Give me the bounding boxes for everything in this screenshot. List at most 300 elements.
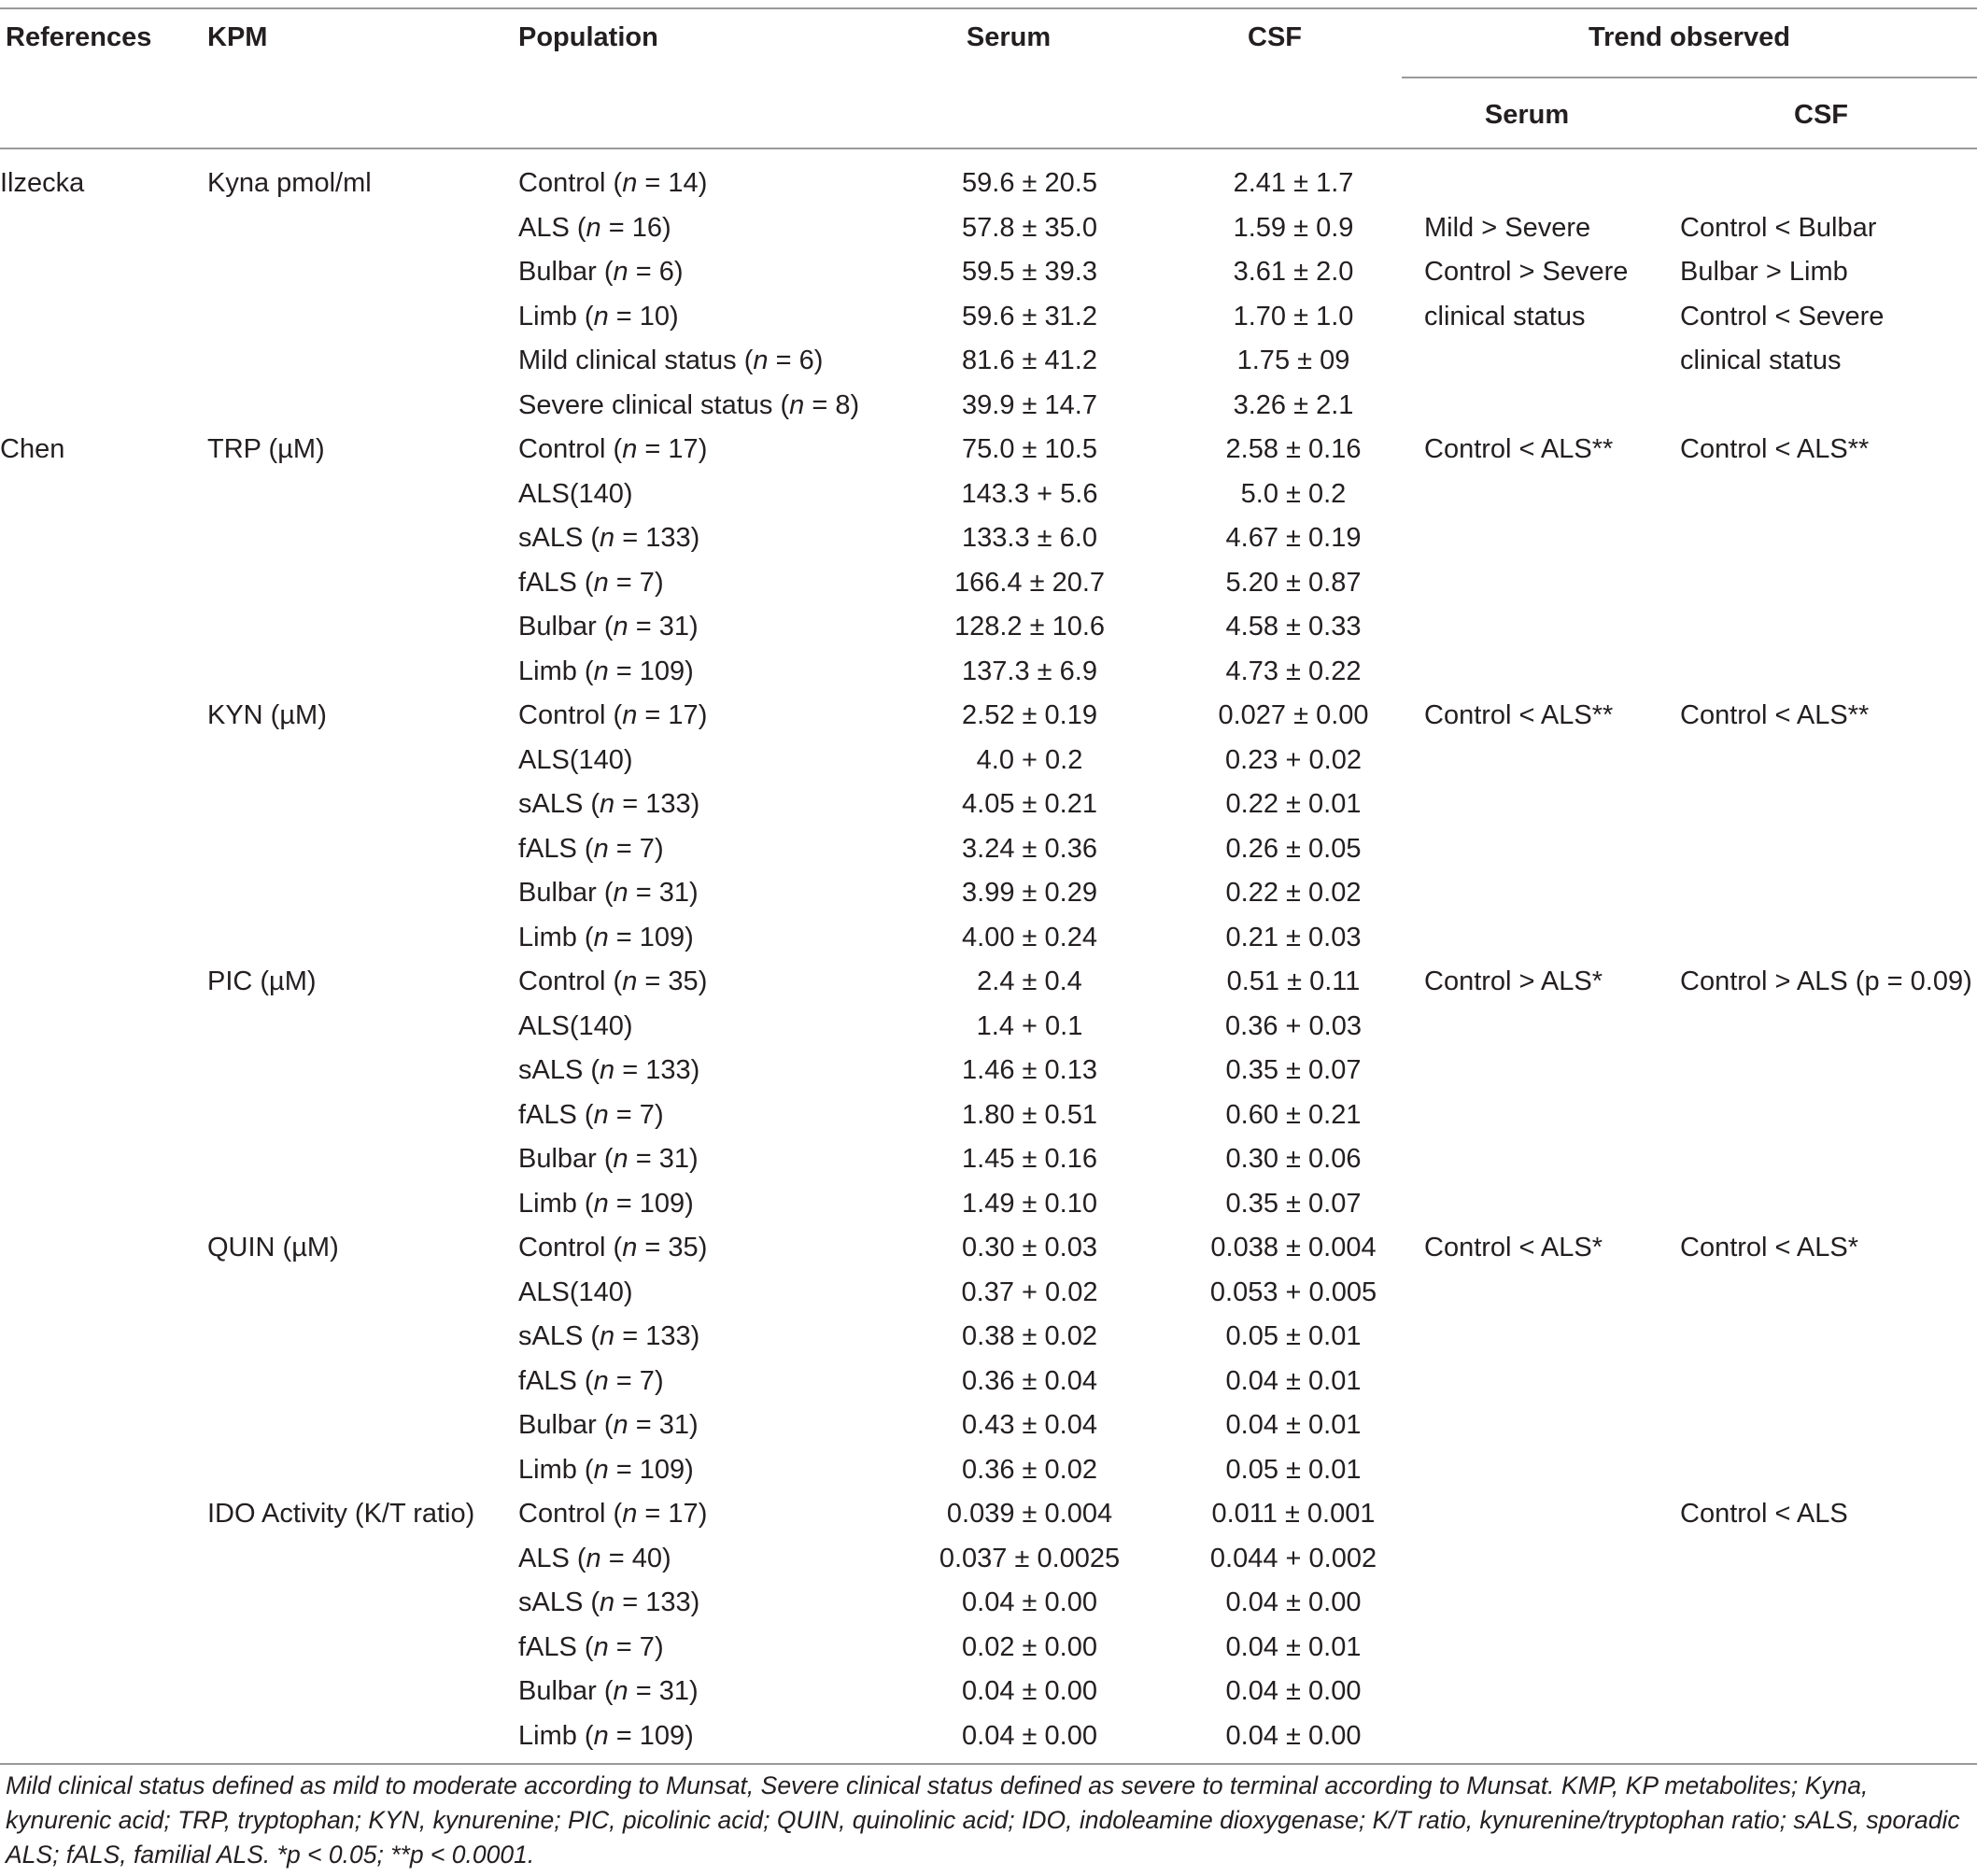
sample-size: 133 bbox=[645, 523, 691, 553]
cell-population: sALS (n = 133) bbox=[518, 1055, 700, 1085]
cell-reference bbox=[0, 1226, 207, 1271]
population-label: ALS(140) bbox=[518, 478, 633, 509]
cell-trend-csf bbox=[1680, 1714, 1977, 1759]
cell-csf: 3.26 ± 2.1 bbox=[1233, 389, 1354, 420]
population-label: Control bbox=[518, 434, 606, 464]
cell-trend-serum bbox=[1424, 1093, 1680, 1138]
table-row bbox=[0, 206, 1977, 251]
cell-trend-csf bbox=[1680, 739, 1977, 783]
cell-serum: 4.05 ± 0.21 bbox=[962, 789, 1097, 819]
data-table bbox=[0, 162, 1977, 1758]
cell-serum: 59.6 ± 31.2 bbox=[962, 301, 1097, 331]
header-references: References bbox=[6, 22, 152, 52]
population-label: Limb bbox=[518, 922, 577, 952]
sample-size: 133 bbox=[645, 1587, 691, 1617]
table-row bbox=[0, 516, 1977, 561]
cell-csf: 0.05 ± 0.01 bbox=[1225, 1321, 1362, 1351]
cell-trend-csf: Control < ALS** bbox=[1680, 434, 1870, 464]
cell-kpm bbox=[207, 339, 518, 384]
cell-trend-serum bbox=[1424, 516, 1680, 561]
cell-population: Bulbar (n = 31) bbox=[518, 878, 699, 908]
cell-trend-serum bbox=[1424, 916, 1680, 961]
cell-trend-csf bbox=[1680, 1049, 1977, 1093]
cell-kpm bbox=[207, 650, 518, 695]
cell-serum: 137.3 ± 6.9 bbox=[962, 656, 1097, 686]
cell-kpm: TRP (µM) bbox=[207, 434, 325, 464]
cell-csf: 1.59 ± 0.9 bbox=[1233, 212, 1354, 243]
table-row bbox=[0, 561, 1977, 606]
table-row bbox=[0, 1626, 1977, 1671]
header-kpm: KPM bbox=[207, 22, 268, 52]
population-label: Limb bbox=[518, 301, 577, 331]
table-top-rule bbox=[0, 7, 1977, 9]
sample-size: 31 bbox=[658, 612, 690, 642]
table-row bbox=[0, 871, 1977, 916]
cell-trend-serum bbox=[1424, 1714, 1680, 1759]
cell-trend-csf bbox=[1680, 473, 1977, 517]
cell-kpm bbox=[207, 783, 518, 827]
cell-trend-serum: Control > Severe bbox=[1424, 257, 1629, 287]
cell-csf: 4.67 ± 0.19 bbox=[1225, 523, 1362, 553]
population-label: Bulbar bbox=[518, 1144, 597, 1174]
population-label: Bulbar bbox=[518, 612, 597, 642]
cell-reference bbox=[0, 1581, 207, 1626]
cell-trend-serum bbox=[1424, 783, 1680, 827]
cell-population: Limb (n = 109) bbox=[518, 1454, 694, 1485]
cell-kpm bbox=[207, 739, 518, 783]
table-row bbox=[0, 827, 1977, 872]
cell-reference bbox=[0, 339, 207, 384]
cell-csf: 1.70 ± 1.0 bbox=[1233, 301, 1354, 331]
table-row bbox=[0, 1271, 1977, 1316]
cell-kpm bbox=[207, 1537, 518, 1582]
population-label: Bulbar bbox=[518, 1676, 597, 1706]
cell-trend-csf bbox=[1680, 650, 1977, 695]
cell-reference bbox=[0, 384, 207, 429]
cell-csf: 0.60 ± 0.21 bbox=[1225, 1099, 1362, 1130]
cell-trend-serum bbox=[1424, 1137, 1680, 1182]
cell-serum: 4.0 + 0.2 bbox=[976, 744, 1083, 775]
cell-trend-csf: Control < Severe bbox=[1680, 301, 1885, 331]
cell-trend-csf: Control < ALS bbox=[1680, 1499, 1848, 1529]
table-row bbox=[0, 1182, 1977, 1227]
population-label: Limb bbox=[518, 656, 577, 686]
sample-size: 17 bbox=[668, 434, 699, 464]
cell-csf: 0.038 ± 0.004 bbox=[1210, 1233, 1377, 1262]
cell-trend-serum bbox=[1424, 561, 1680, 606]
cell-population: Control (n = 17) bbox=[518, 434, 708, 464]
cell-csf: 0.04 ± 0.01 bbox=[1225, 1410, 1362, 1440]
cell-trend-serum: Control < ALS** bbox=[1424, 434, 1614, 464]
cell-serum: 0.43 ± 0.04 bbox=[962, 1410, 1097, 1440]
cell-population: Bulbar (n = 31) bbox=[518, 1144, 699, 1174]
cell-reference bbox=[0, 1271, 207, 1316]
cell-serum: 0.039 ± 0.004 bbox=[946, 1499, 1113, 1529]
population-label: Severe clinical status bbox=[518, 389, 773, 420]
population-label: ALS bbox=[518, 1543, 570, 1573]
sample-size: 109 bbox=[639, 1188, 685, 1219]
cell-csf: 0.26 ± 0.05 bbox=[1225, 833, 1362, 864]
cell-kpm bbox=[207, 1005, 518, 1050]
cell-serum: 0.04 ± 0.00 bbox=[962, 1587, 1097, 1617]
population-label: Limb bbox=[518, 1720, 577, 1751]
sample-size: 35 bbox=[668, 1233, 699, 1262]
cell-kpm: IDO Activity (K/T ratio) bbox=[207, 1499, 475, 1529]
cell-csf: 5.0 ± 0.2 bbox=[1240, 478, 1347, 509]
cell-kpm bbox=[207, 1315, 518, 1360]
table-row bbox=[0, 739, 1977, 783]
table-footnote: Mild clinical status defined as mild to moderate according to Munsat, Severe clinical status defined as severe to terminal according to Munsat. KMP, KP metabolites; Kyna, kynurenic acid; TRP, tryptophan; KYN, kynurenine; PIC, picolinic acid; QUIN, quinolinic acid; IDO, indoleamine dioxygenase; K/T ratio, kynurenine/tryptophan ratio; sALS, sporadic ALS; fALS, familial ALS. *p < 0.05; **p < 0.0001. bbox=[6, 1771, 1960, 1869]
cell-trend-csf bbox=[1680, 162, 1977, 206]
cell-population: ALS (n = 40) bbox=[518, 1543, 671, 1573]
cell-csf: 0.35 ± 0.07 bbox=[1225, 1188, 1362, 1219]
cell-kpm bbox=[207, 605, 518, 650]
cell-population: Limb (n = 10) bbox=[518, 301, 679, 331]
cell-kpm bbox=[207, 1271, 518, 1316]
cell-kpm bbox=[207, 1403, 518, 1448]
table-row bbox=[0, 428, 1977, 473]
cell-population bbox=[518, 1271, 897, 1316]
cell-trend-serum bbox=[1424, 871, 1680, 916]
table-row bbox=[0, 1049, 1977, 1093]
population-label: ALS(140) bbox=[518, 1277, 633, 1307]
cell-kpm bbox=[207, 827, 518, 872]
sample-size: 7 bbox=[639, 833, 655, 864]
cell-reference bbox=[0, 783, 207, 827]
cell-kpm bbox=[207, 473, 518, 517]
cell-reference: Ilzecka bbox=[0, 168, 85, 198]
cell-reference bbox=[0, 1403, 207, 1448]
cell-population: fALS (n = 7) bbox=[518, 1099, 664, 1130]
cell-csf: 0.011 ± 0.001 bbox=[1211, 1499, 1376, 1529]
cell-trend-serum bbox=[1424, 1581, 1680, 1626]
cell-kpm bbox=[207, 1448, 518, 1493]
cell-trend-serum bbox=[1424, 739, 1680, 783]
cell-population: fALS (n = 7) bbox=[518, 1631, 664, 1662]
table-row bbox=[0, 1360, 1977, 1404]
cell-population: Mild clinical status (n = 6) bbox=[518, 346, 824, 375]
cell-csf: 0.04 ± 0.01 bbox=[1225, 1365, 1362, 1396]
table-row bbox=[0, 1492, 1977, 1537]
sample-size: 35 bbox=[668, 966, 699, 996]
cell-reference bbox=[0, 516, 207, 561]
cell-population: Bulbar (n = 6) bbox=[518, 257, 684, 287]
cell-trend-serum bbox=[1424, 1360, 1680, 1404]
cell-population: Control (n = 14) bbox=[518, 168, 708, 198]
sample-size: 31 bbox=[658, 878, 690, 908]
sample-size: 7 bbox=[639, 1365, 655, 1396]
cell-trend-csf bbox=[1680, 1315, 1977, 1360]
sample-size: 14 bbox=[668, 168, 699, 198]
cell-trend-serum bbox=[1424, 1492, 1680, 1537]
table-row bbox=[0, 1670, 1977, 1714]
cell-trend-serum bbox=[1424, 650, 1680, 695]
cell-trend-csf bbox=[1680, 1626, 1977, 1671]
trend-header-rule bbox=[1402, 77, 1977, 78]
cell-trend-serum bbox=[1424, 1271, 1680, 1316]
cell-kpm: KYN (µM) bbox=[207, 700, 327, 730]
cell-trend-serum bbox=[1424, 162, 1680, 206]
cell-serum: 39.9 ± 14.7 bbox=[962, 389, 1097, 420]
sample-size: 31 bbox=[658, 1410, 690, 1440]
cell-reference bbox=[0, 1537, 207, 1582]
cell-kpm: PIC (µM) bbox=[207, 966, 317, 996]
header-population: Population bbox=[518, 22, 658, 52]
cell-trend-csf bbox=[1680, 1448, 1977, 1493]
sample-size: 109 bbox=[639, 1720, 685, 1751]
cell-trend-csf bbox=[1680, 1271, 1977, 1316]
header-csf: CSF bbox=[1248, 22, 1302, 52]
cell-population: Severe clinical status (n = 8) bbox=[518, 389, 860, 420]
cell-csf: 4.73 ± 0.22 bbox=[1225, 656, 1362, 686]
cell-csf: 0.053 + 0.005 bbox=[1209, 1277, 1377, 1307]
population-label: Control bbox=[518, 168, 606, 198]
cell-trend-serum bbox=[1424, 473, 1680, 517]
cell-trend-serum: Control < ALS* bbox=[1424, 1233, 1603, 1262]
cell-trend-serum bbox=[1424, 1182, 1680, 1227]
table-row bbox=[0, 384, 1977, 429]
sample-size: 16 bbox=[631, 212, 663, 243]
cell-serum: 0.037 ± 0.0025 bbox=[939, 1543, 1121, 1573]
cell-population: fALS (n = 7) bbox=[518, 833, 664, 864]
cell-serum: 133.3 ± 6.0 bbox=[962, 523, 1097, 553]
cell-csf: 2.58 ± 0.16 bbox=[1225, 434, 1362, 464]
cell-trend-csf bbox=[1680, 1581, 1977, 1626]
cell-serum: 0.37 + 0.02 bbox=[961, 1277, 1098, 1307]
header-trend-serum: Serum bbox=[1484, 100, 1570, 130]
table-row bbox=[0, 605, 1977, 650]
cell-reference bbox=[0, 650, 207, 695]
cell-serum: 1.46 ± 0.13 bbox=[962, 1055, 1097, 1085]
cell-trend-serum bbox=[1424, 1049, 1680, 1093]
table-row bbox=[0, 783, 1977, 827]
cell-serum: 0.36 ± 0.04 bbox=[962, 1365, 1097, 1396]
cell-kpm bbox=[207, 1049, 518, 1093]
sample-size: 6 bbox=[798, 346, 814, 375]
table-row bbox=[0, 295, 1977, 340]
cell-trend-csf bbox=[1680, 1403, 1977, 1448]
cell-serum: 1.80 ± 0.51 bbox=[962, 1099, 1097, 1130]
cell-population bbox=[518, 1005, 897, 1050]
cell-kpm bbox=[207, 384, 518, 429]
sample-size: 133 bbox=[645, 789, 691, 819]
cell-trend-serum: Mild > Severe bbox=[1424, 212, 1591, 243]
table-row bbox=[0, 162, 1977, 206]
cell-trend-serum: Control < ALS** bbox=[1424, 700, 1614, 730]
cell-trend-serum: clinical status bbox=[1424, 301, 1586, 331]
sample-size: 40 bbox=[631, 1543, 663, 1573]
population-label: sALS bbox=[518, 523, 584, 553]
cell-trend-serum bbox=[1424, 1537, 1680, 1582]
sample-size: 6 bbox=[658, 257, 674, 287]
cell-trend-csf bbox=[1680, 605, 1977, 650]
cell-trend-csf bbox=[1680, 1005, 1977, 1050]
cell-trend-serum bbox=[1424, 1403, 1680, 1448]
cell-trend-csf bbox=[1680, 827, 1977, 872]
table-body bbox=[0, 162, 1977, 1758]
cell-csf: 0.36 + 0.03 bbox=[1225, 1010, 1362, 1041]
cell-trend-serum bbox=[1424, 1005, 1680, 1050]
cell-reference bbox=[0, 1005, 207, 1050]
cell-reference bbox=[0, 1182, 207, 1227]
sample-size: 17 bbox=[668, 700, 699, 730]
cell-population: Limb (n = 109) bbox=[518, 656, 694, 686]
cell-reference bbox=[0, 250, 207, 295]
cell-serum: 0.02 ± 0.00 bbox=[962, 1631, 1097, 1662]
cell-serum: 4.00 ± 0.24 bbox=[962, 922, 1097, 952]
cell-population: Control (n = 17) bbox=[518, 1499, 708, 1529]
table-row bbox=[0, 1226, 1977, 1271]
cell-population: Control (n = 35) bbox=[518, 1233, 708, 1262]
header-trend-observed: Trend observed bbox=[1589, 22, 1790, 52]
cell-trend-serum: Control > ALS* bbox=[1424, 966, 1603, 996]
cell-population: sALS (n = 133) bbox=[518, 789, 700, 819]
cell-kpm bbox=[207, 1182, 518, 1227]
cell-population: sALS (n = 133) bbox=[518, 1321, 700, 1351]
cell-serum: 59.5 ± 39.3 bbox=[962, 257, 1097, 287]
population-label: Control bbox=[518, 1499, 606, 1529]
cell-csf: 0.04 ± 0.00 bbox=[1225, 1587, 1362, 1617]
population-label: fALS bbox=[518, 1365, 577, 1396]
cell-trend-csf bbox=[1680, 1137, 1977, 1182]
cell-csf: 3.61 ± 2.0 bbox=[1233, 257, 1354, 287]
cell-reference bbox=[0, 473, 207, 517]
sample-size: 10 bbox=[639, 301, 671, 331]
cell-kpm bbox=[207, 1581, 518, 1626]
cell-reference bbox=[0, 1448, 207, 1493]
cell-trend-csf bbox=[1680, 1360, 1977, 1404]
population-label: sALS bbox=[518, 1055, 584, 1085]
population-label: ALS(140) bbox=[518, 744, 633, 775]
cell-serum: 128.2 ± 10.6 bbox=[953, 612, 1106, 642]
table-row bbox=[0, 1137, 1977, 1182]
cell-kpm bbox=[207, 916, 518, 961]
table-row bbox=[0, 1714, 1977, 1759]
cell-trend-serum bbox=[1424, 827, 1680, 872]
cell-population bbox=[518, 473, 897, 517]
table-row bbox=[0, 1315, 1977, 1360]
cell-population: fALS (n = 7) bbox=[518, 1365, 664, 1396]
cell-kpm bbox=[207, 871, 518, 916]
cell-population: Limb (n = 109) bbox=[518, 922, 694, 952]
cell-csf: 0.04 ± 0.00 bbox=[1225, 1676, 1362, 1706]
cell-csf: 0.30 ± 0.06 bbox=[1225, 1144, 1362, 1174]
table-row bbox=[0, 250, 1977, 295]
population-label: Control bbox=[518, 1233, 606, 1262]
population-label: ALS(140) bbox=[518, 1010, 633, 1041]
cell-population: Bulbar (n = 31) bbox=[518, 1676, 699, 1706]
cell-trend-csf bbox=[1680, 916, 1977, 961]
cell-kpm bbox=[207, 295, 518, 340]
cell-kpm bbox=[207, 1626, 518, 1671]
table-row bbox=[0, 960, 1977, 1005]
sample-size: 31 bbox=[658, 1676, 690, 1706]
cell-population: Bulbar (n = 31) bbox=[518, 1410, 699, 1440]
sample-size: 7 bbox=[639, 567, 655, 598]
cell-csf: 1.75 ± 09 bbox=[1236, 346, 1350, 375]
cell-population: Limb (n = 109) bbox=[518, 1720, 694, 1751]
cell-kpm bbox=[207, 1670, 518, 1714]
population-label: fALS bbox=[518, 1099, 577, 1130]
cell-trend-serum bbox=[1424, 1670, 1680, 1714]
table-row bbox=[0, 473, 1977, 517]
cell-kpm bbox=[207, 1714, 518, 1759]
cell-serum: 0.30 ± 0.03 bbox=[962, 1233, 1097, 1262]
cell-kpm: Kyna pmol/ml bbox=[207, 168, 372, 198]
cell-serum: 59.6 ± 20.5 bbox=[962, 168, 1097, 198]
table-row bbox=[0, 650, 1977, 695]
population-label: Limb bbox=[518, 1188, 577, 1219]
cell-population: Limb (n = 109) bbox=[518, 1188, 694, 1219]
cell-trend-csf bbox=[1680, 1093, 1977, 1138]
population-label: Limb bbox=[518, 1454, 577, 1485]
cell-population: Control (n = 17) bbox=[518, 700, 708, 730]
cell-trend-serum bbox=[1424, 384, 1680, 429]
cell-reference: Chen bbox=[0, 434, 65, 464]
cell-reference bbox=[0, 1315, 207, 1360]
cell-reference bbox=[0, 916, 207, 961]
population-label: fALS bbox=[518, 1631, 577, 1662]
header-bottom-rule bbox=[0, 148, 1977, 149]
table-row bbox=[0, 1403, 1977, 1448]
cell-kpm bbox=[207, 1360, 518, 1404]
header-serum: Serum bbox=[966, 22, 1052, 52]
cell-serum: 143.3 + 5.6 bbox=[961, 478, 1098, 509]
cell-serum: 2.52 ± 0.19 bbox=[962, 700, 1097, 730]
sample-size: 17 bbox=[668, 1499, 699, 1529]
cell-csf: 0.23 + 0.02 bbox=[1225, 744, 1362, 775]
cell-kpm: QUIN (µM) bbox=[207, 1233, 339, 1262]
cell-trend-serum bbox=[1424, 605, 1680, 650]
population-label: fALS bbox=[518, 567, 577, 598]
cell-csf: 0.21 ± 0.03 bbox=[1225, 922, 1362, 952]
cell-trend-csf: Control < ALS** bbox=[1680, 700, 1870, 730]
cell-serum: 81.6 ± 41.2 bbox=[962, 346, 1097, 375]
cell-kpm bbox=[207, 250, 518, 295]
cell-csf: 0.027 ± 0.00 bbox=[1218, 700, 1369, 730]
population-label: Bulbar bbox=[518, 878, 597, 908]
cell-reference bbox=[0, 1049, 207, 1093]
population-label: fALS bbox=[518, 833, 577, 864]
cell-serum: 3.24 ± 0.36 bbox=[962, 833, 1097, 864]
sample-size: 7 bbox=[639, 1099, 655, 1130]
cell-serum: 0.04 ± 0.00 bbox=[962, 1720, 1097, 1751]
cell-csf: 0.35 ± 0.07 bbox=[1225, 1055, 1362, 1085]
cell-trend-csf bbox=[1680, 1670, 1977, 1714]
cell-kpm bbox=[207, 1137, 518, 1182]
cell-reference bbox=[0, 295, 207, 340]
cell-trend-csf bbox=[1680, 871, 1977, 916]
cell-trend-csf: Control < Bulbar bbox=[1680, 212, 1877, 243]
cell-reference bbox=[0, 561, 207, 606]
cell-trend-csf: clinical status bbox=[1680, 346, 1842, 375]
cell-population: Bulbar (n = 31) bbox=[518, 612, 699, 642]
cell-trend-serum bbox=[1424, 339, 1680, 384]
table-row bbox=[0, 694, 1977, 739]
cell-csf: 5.20 ± 0.87 bbox=[1225, 567, 1362, 598]
population-label: Control bbox=[518, 966, 606, 996]
population-label: Control bbox=[518, 700, 606, 730]
cell-trend-serum bbox=[1424, 1626, 1680, 1671]
cell-population: Control (n = 35) bbox=[518, 966, 708, 996]
cell-trend-serum bbox=[1424, 1315, 1680, 1360]
cell-serum: 0.38 ± 0.02 bbox=[962, 1321, 1097, 1351]
cell-serum: 1.4 + 0.1 bbox=[976, 1010, 1083, 1041]
table-row bbox=[0, 1448, 1977, 1493]
sample-size: 109 bbox=[639, 656, 685, 686]
cell-trend-csf: Bulbar > Limb bbox=[1680, 257, 1848, 287]
cell-kpm bbox=[207, 516, 518, 561]
